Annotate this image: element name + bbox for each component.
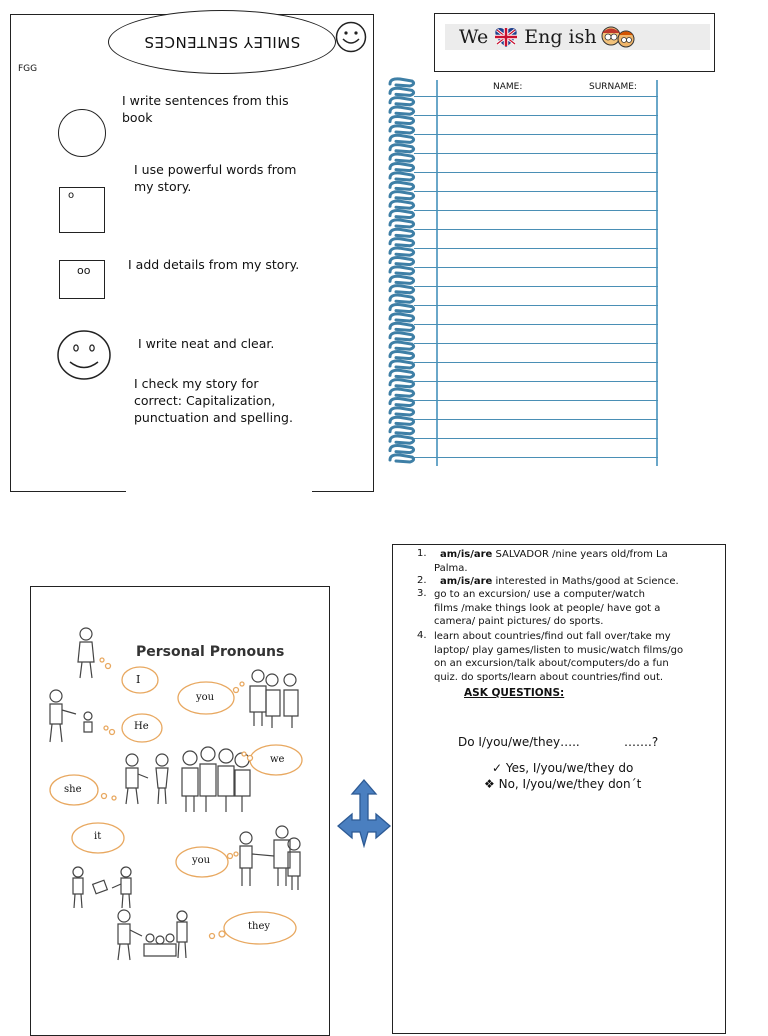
notebook-rule-line <box>414 172 658 173</box>
we-love-english-banner <box>434 13 715 72</box>
spiral-ring <box>390 107 414 114</box>
name-label: NAME: <box>493 82 523 92</box>
notebook-rule-line <box>414 134 658 135</box>
question-pattern-end: …….? <box>624 735 659 749</box>
question-item-1 <box>434 548 718 575</box>
rubric-text-line: book <box>122 110 153 125</box>
spiral-ring <box>390 370 414 377</box>
notebook-rule-line <box>414 457 658 458</box>
item-text: films /make things look at people/ have got a <box>434 602 661 614</box>
item-number: 4. <box>417 630 427 641</box>
spiral-ring <box>390 314 414 321</box>
spiral-ring <box>390 304 414 311</box>
spiral-binding-icon <box>386 74 416 468</box>
check-text-line: punctuation and spelling. <box>134 410 293 425</box>
spiral-ring <box>390 192 414 199</box>
notebook-rule-line <box>414 286 658 287</box>
rubric-text-line: I add details from my story. <box>128 257 300 272</box>
square-mark: oo <box>77 264 91 277</box>
item-text: go to an excursion/ use a computer/watch <box>434 589 646 600</box>
spiral-ring <box>390 455 414 462</box>
item-text: interested in Maths/good at Science. <box>492 576 679 587</box>
spiral-ring <box>390 88 414 95</box>
author-initials: FGG <box>18 64 38 74</box>
verb-bold: am/is/are <box>440 549 493 560</box>
spiral-ring <box>390 98 414 105</box>
spiral-ring <box>390 427 414 434</box>
answer-yes <box>492 761 633 775</box>
notebook-rule-line <box>414 248 658 249</box>
notebook-rule-line <box>414 419 658 420</box>
spiral-ring <box>390 323 414 330</box>
bubble-i: I <box>136 673 141 686</box>
spiral-ring <box>390 210 414 217</box>
spiral-ring <box>390 333 414 340</box>
question-item-2 <box>434 575 718 589</box>
question-item-4 <box>434 630 718 684</box>
banner-word-eng: Eng <box>524 26 563 48</box>
bubble-we: we <box>270 754 285 765</box>
item-number: 2. <box>417 575 427 586</box>
check-story-text <box>134 375 293 426</box>
item-text: learn about countries/find out fall over/take my <box>434 631 671 642</box>
spiral-ring <box>390 135 414 142</box>
banner-word-we: We <box>459 26 489 48</box>
notebook-rule-line <box>414 362 658 363</box>
bubble-they: they <box>248 921 271 932</box>
heart-union-jack-icon <box>491 25 521 49</box>
four-way-arrow-icon <box>336 778 392 848</box>
bubble-he: He <box>134 721 149 732</box>
rubric-text-line: I use powerful words from <box>134 162 297 177</box>
bubble-you: you <box>196 692 215 703</box>
spiral-ring <box>390 126 414 133</box>
notebook-margin-right <box>656 80 658 466</box>
card-border-gap <box>126 488 312 496</box>
diamond-bullet-icon: ❖ <box>484 777 495 791</box>
spiral-ring <box>390 408 414 415</box>
spiral-ring <box>390 248 414 255</box>
item-text: camera/ paint pictures/ do sports. <box>434 616 604 627</box>
notebook-rule-line <box>414 115 658 116</box>
smiley-title-ellipse <box>108 10 336 74</box>
item-text: on an excursion/talk about/computers/do a fun <box>434 658 669 669</box>
notebook-rule-line <box>414 305 658 306</box>
question-pattern: Do I/you/we/they….. <box>458 735 580 749</box>
notebook-margin-left <box>436 80 438 466</box>
notebook-rule-line <box>414 381 658 382</box>
spiral-ring <box>390 267 414 274</box>
answer-no <box>484 777 641 791</box>
rubric-item-4 <box>138 335 274 352</box>
spiral-ring <box>390 239 414 246</box>
notebook-rule-line <box>414 438 658 439</box>
rubric-item-2 <box>134 161 296 195</box>
pronouns-title: Personal Pronouns <box>136 644 285 660</box>
spiral-ring <box>390 436 414 443</box>
spiral-ring <box>390 257 414 264</box>
notebook-rule-line <box>414 153 658 154</box>
spiral-ring <box>390 229 414 236</box>
item-number: 1. <box>417 548 427 559</box>
spiral-ring <box>390 182 414 189</box>
spiral-ring <box>390 361 414 368</box>
item-text: laptop/ play games/listen to music/watch films/go <box>434 644 684 656</box>
check-icon: ✓ <box>492 761 503 775</box>
spiral-ring <box>390 380 414 387</box>
notebook-rule-line <box>414 191 658 192</box>
spiral-ring <box>390 295 414 302</box>
bubble-you-2: you <box>192 855 211 866</box>
spiral-ring <box>390 116 414 123</box>
check-text-line: correct: Capitalization, <box>134 393 276 408</box>
spiral-ring <box>390 201 414 208</box>
question-item-3 <box>434 588 718 629</box>
smiley-title: SMILEY SENTENCES <box>143 33 301 51</box>
item-text: quiz. do sports/learn about countries/find out. <box>434 671 664 683</box>
rubric-item-3 <box>128 256 299 273</box>
spiral-ring <box>390 445 414 452</box>
pronouns-illustration <box>36 620 326 970</box>
empty-circle-icon <box>58 109 106 157</box>
square-mark: o <box>68 190 75 201</box>
spiral-ring <box>390 398 414 405</box>
ask-questions-heading: ASK QUESTIONS: <box>464 687 565 699</box>
large-smiley-icon <box>56 329 112 381</box>
spiral-ring <box>390 163 414 170</box>
notebook-rule-line <box>414 267 658 268</box>
square-one-dot-icon <box>59 187 105 233</box>
notebook-rule-line <box>414 210 658 211</box>
surname-label: SURNAME: <box>589 82 637 92</box>
answer-no-text: No, I/you/we/they don´t <box>498 777 642 791</box>
spiral-ring <box>390 79 414 86</box>
cartoon-kids-icon <box>599 24 637 50</box>
banner-word-ish: ish <box>568 26 597 48</box>
check-text-line: I check my story for <box>134 376 259 391</box>
spiral-ring <box>390 417 414 424</box>
spiral-ring <box>390 145 414 152</box>
notebook-rule-line <box>414 343 658 344</box>
item-number: 3. <box>417 588 427 599</box>
spiral-ring <box>390 154 414 161</box>
bubble-she: she <box>64 784 82 795</box>
rubric-text-line: I write neat and clear. <box>138 336 275 351</box>
notebook-rule-line <box>414 324 658 325</box>
bubble-it: it <box>94 831 102 842</box>
verb-bold: am/is/are <box>440 576 493 587</box>
spiral-ring <box>390 389 414 396</box>
rubric-text-line: my story. <box>134 179 192 194</box>
answer-yes-text: Yes, I/you/we/they do <box>505 761 634 775</box>
spiral-ring <box>390 220 414 227</box>
spiral-ring <box>390 351 414 358</box>
item-text: SALVADOR /nine years old/from La <box>492 549 668 560</box>
notebook-rule-line <box>414 229 658 230</box>
spiral-ring <box>390 342 414 349</box>
notebook-rule-line <box>414 96 658 97</box>
square-two-dots-icon <box>59 260 105 299</box>
item-text: Palma. <box>434 562 468 574</box>
spiral-ring <box>390 276 414 283</box>
rubric-item-1 <box>122 92 289 126</box>
rubric-text-line: I write sentences from this <box>122 93 289 108</box>
banner-logo <box>445 24 710 50</box>
smiley-face-icon <box>334 20 368 54</box>
notebook-rule-line <box>414 400 658 401</box>
spiral-ring <box>390 286 414 293</box>
spiral-ring <box>390 173 414 180</box>
